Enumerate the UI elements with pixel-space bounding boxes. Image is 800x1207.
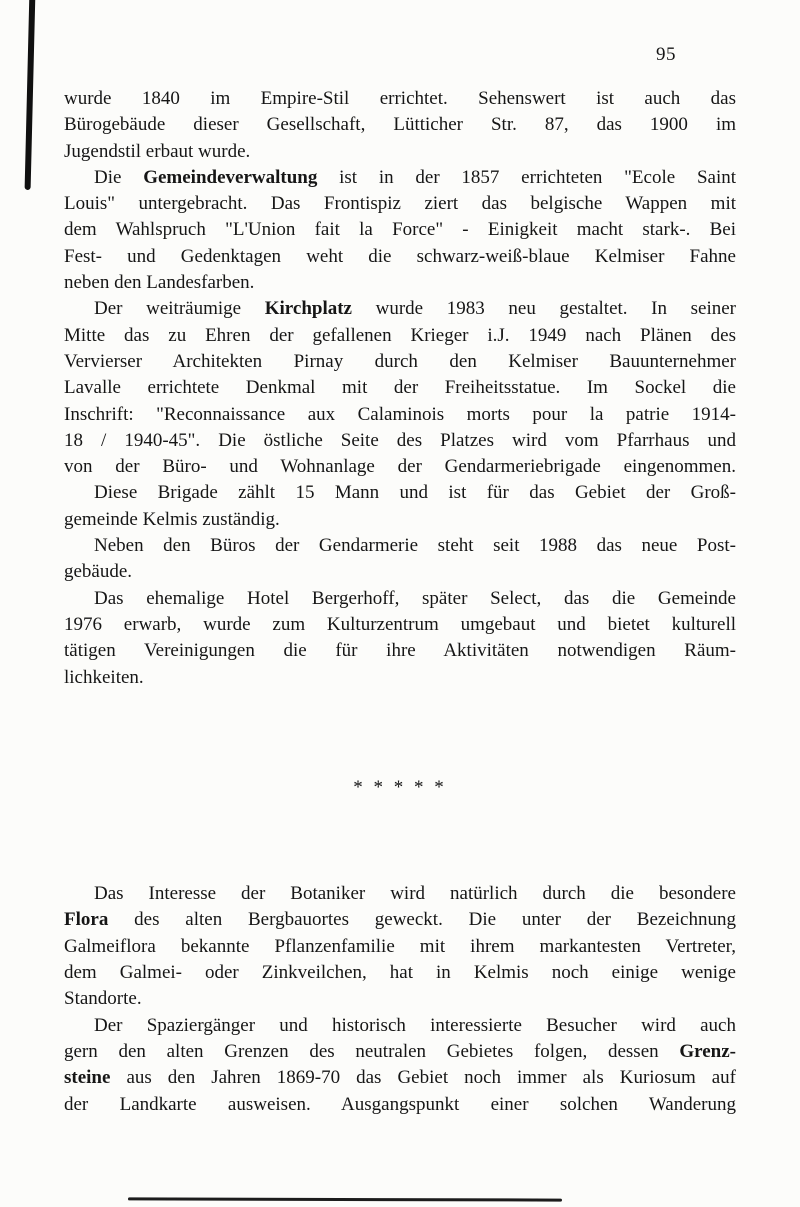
- body-text: ist in der 1857 errichteten "Ecole Saint: [317, 166, 736, 188]
- body-text: Louis" untergebracht. Das Frontispiz ziert das belgische Wappen mit: [64, 193, 736, 215]
- text-line: [64, 638, 736, 664]
- body-text: tätigen Vereinigungen die für ihre Aktivitäten notwendigen Räum-: [64, 640, 736, 662]
- body-text: Mitte das zu Ehren der gefallenen Krieger i.J. 1949 nach Plänen des: [64, 324, 736, 346]
- body-text: Die: [94, 166, 144, 188]
- text-line: [64, 612, 736, 638]
- body-text: aus den Jahren 1869-70 das Gebiet noch immer als Kuriosum auf: [110, 1067, 736, 1089]
- text-line: [64, 217, 736, 243]
- body-text: Jugendstil erbaut wurde.: [64, 140, 251, 162]
- text-line: [64, 1092, 736, 1118]
- bold-text: Kirchplatz: [264, 298, 352, 320]
- paragraph: [64, 480, 736, 533]
- text-line: [64, 960, 736, 986]
- body-text: von der Büro- und Wohnanlage der Gendarmeriebrigade eingenommen.: [64, 456, 736, 478]
- text-line: [64, 402, 736, 428]
- text-line: [64, 165, 736, 191]
- text-line: [64, 665, 736, 691]
- paragraph: [64, 1013, 736, 1118]
- text-line: [64, 1039, 736, 1065]
- text-line: [64, 907, 736, 933]
- text-line: [64, 1013, 736, 1039]
- bold-text: Flora: [64, 909, 109, 931]
- paragraph: [64, 533, 736, 586]
- body-text: Lavalle errichtete Denkmal mit der Freiheitsstatue. Im Sockel die: [64, 377, 736, 399]
- text-line: [64, 507, 736, 533]
- body-text: Vervierser Architekten Pirnay durch den Kelmiser Bauunternehmer: [64, 350, 736, 372]
- text-line: [64, 480, 736, 506]
- scan-artifact-bottom-edge: [128, 1197, 562, 1201]
- text-line: [64, 323, 736, 349]
- text-line: [64, 270, 736, 296]
- page-body: [64, 86, 736, 1118]
- bold-text: steine: [64, 1067, 111, 1089]
- text-line: [64, 986, 736, 1012]
- body-text: der Landkarte ausweisen. Ausgangspunkt einer solchen Wanderung: [64, 1093, 736, 1115]
- text-line: [64, 428, 736, 454]
- body-text: des alten Bergbauortes geweckt. Die unter der Bezeichnung: [108, 909, 736, 931]
- text-line: [64, 191, 736, 217]
- text-line: [64, 296, 736, 322]
- body-text: gemeinde Kelmis zuständig.: [64, 508, 280, 530]
- body-text: Der weiträumige: [94, 298, 265, 320]
- body-text: wurde 1983 neu gestaltet. In seiner: [352, 298, 736, 320]
- paragraph: [64, 86, 736, 165]
- paragraph: [64, 165, 736, 296]
- text-line: [64, 349, 736, 375]
- body-text: dem Wahlspruch "L'Union fait la Force" - Einigkeit macht stark-. Bei: [64, 219, 736, 241]
- body-text: 1976 erwarb, wurde zum Kulturzentrum umgebaut und bietet kulturell: [64, 613, 736, 635]
- body-text: Diese Brigade zählt 15 Mann und ist für das Gebiet der Groß-: [94, 482, 736, 504]
- body-text: Fest- und Gedenktagen weht die schwarz-weiß-blaue Kelmiser Fahne: [64, 245, 736, 267]
- body-text: wurde 1840 im Empire-Stil errichtet. Sehenswert ist auch das: [64, 88, 736, 109]
- body-text: Galmeiflora bekannte Pflanzenfamilie mit ihrem markantesten Vertreter,: [64, 935, 736, 957]
- body-text: dem Galmei- oder Zinkveilchen, hat in Kelmis noch einige wenige: [64, 962, 736, 984]
- body-text: lichkeiten.: [64, 666, 144, 688]
- text-line: [64, 1065, 736, 1091]
- body-text: Bürogebäude dieser Gesellschaft, Lütticher Str. 87, das 1900 im: [64, 114, 736, 136]
- paragraph: [64, 586, 736, 691]
- bold-text: Gemeindeverwaltung: [143, 166, 318, 188]
- body-text: gebäude.: [64, 561, 133, 583]
- paragraph: [64, 881, 736, 1012]
- body-text: neben den Landesfarben.: [64, 272, 255, 294]
- text-line: [64, 454, 736, 480]
- scan-artifact-left-edge: [25, 0, 36, 190]
- text-line: [64, 244, 736, 270]
- text-line: [64, 934, 736, 960]
- text-line: [64, 881, 736, 907]
- body-text: Das Interesse der Botaniker wird natürlich durch die besondere: [94, 883, 736, 905]
- page-number: 95: [656, 44, 676, 65]
- body-text: Neben den Büros der Gendarmerie steht seit 1988 das neue Post-: [94, 535, 736, 557]
- text-line: [64, 559, 736, 585]
- body-text: Der Spaziergänger und historisch interessierte Besucher wird auch: [94, 1014, 736, 1036]
- text-line: [64, 375, 736, 401]
- bold-text: Grenz-: [679, 1040, 736, 1062]
- body-text: Das ehemalige Hotel Bergerhoff, später Select, das die Gemeinde: [94, 587, 736, 609]
- text-line: [64, 139, 736, 165]
- text-line: [64, 86, 736, 112]
- text-line: [64, 586, 736, 612]
- section-separator: * * * * *: [353, 776, 447, 798]
- paragraph: [64, 296, 736, 480]
- text-line: [64, 112, 736, 138]
- body-text: Inschrift: "Reconnaissance aux Calaminois morts pour la patrie 1914-: [64, 403, 736, 425]
- body-text: 18 / 1940-45". Die östliche Seite des Platzes wird vom Pfarrhaus und: [64, 429, 736, 451]
- body-text: gern den alten Grenzen des neutralen Gebietes folgen, dessen: [64, 1040, 680, 1062]
- text-line: [64, 533, 736, 559]
- body-text: Standorte.: [64, 988, 142, 1010]
